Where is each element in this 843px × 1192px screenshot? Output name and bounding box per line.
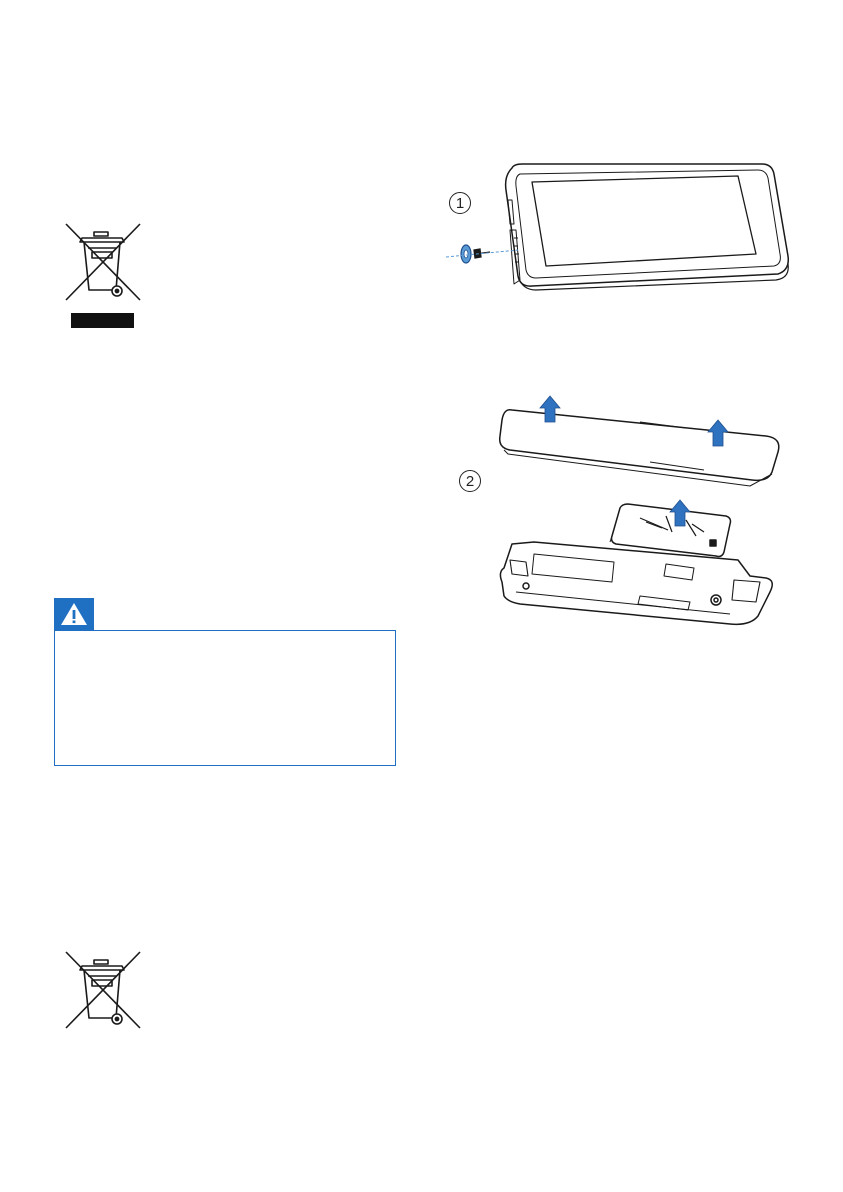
weee-bin-icon-top	[64, 222, 144, 306]
weee-black-bar	[71, 313, 134, 328]
battery-removal-illustration	[490, 392, 790, 628]
weee-bin-icon-bottom	[64, 950, 144, 1034]
warning-tab	[54, 598, 94, 631]
device-screw-removal-illustration	[440, 160, 796, 300]
warning-triangle-icon	[54, 598, 94, 631]
step-1-number: 1	[449, 192, 471, 214]
warning-box	[54, 630, 396, 766]
step-2-number: 2	[459, 470, 481, 492]
